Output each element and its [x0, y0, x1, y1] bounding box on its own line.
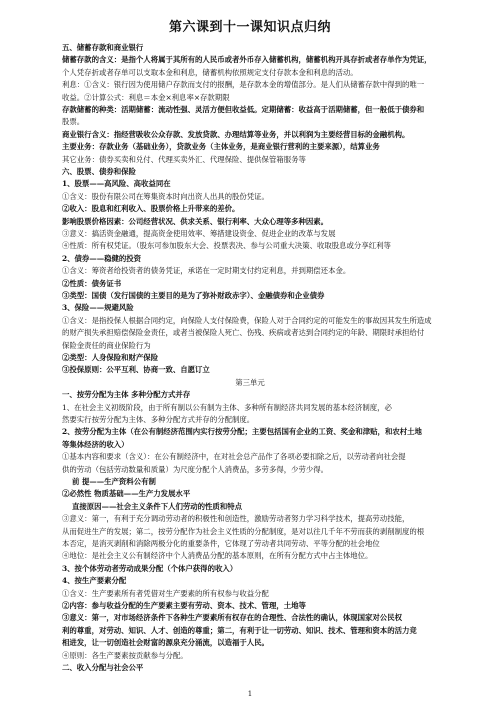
text-line: ②必然性 物质基础——生产力发展水平	[62, 489, 191, 499]
text-line: ④性质：所有权凭证。（股东可参加股东大会、投票表决、参与公司重大决策、收取股息或分享红利等	[62, 241, 391, 251]
text-line: 商业银行含义：指经营吸收公众存款、发放贷款、办理结算等业务，并以利润为主要经营目标的金融机构。	[62, 129, 410, 139]
text-line: ③类型：国债（发行国债的主要目的是为了弥补财政赤字）、金融债券和企业债券	[62, 291, 325, 300]
text-line: 保险金责任的商业保险行为	[62, 340, 151, 350]
text-line: 个人凭存折或者存单可以支取本金和利息，储蓄机构依照规定支付存款本金和利息的活动。	[62, 67, 358, 77]
text-line: 利的尊重，对劳动、知识、人才、创造的尊重；第二，有利于让一切劳动、知识、技术、管理和资本的活力竞	[62, 625, 417, 635]
text-line: ②收入：股息和红利收入、股票价格上升带来的差价。	[62, 204, 240, 214]
text-line: 然要实行按劳分配为主体、多种分配方式并存的分配制度。	[62, 415, 255, 424]
text-line: 相进发，让一切创造社会财富的源泉充分涌流，以造福于人民。	[62, 638, 269, 648]
text-line: 2、按劳分配为主体（在公有制经济范围内实行按劳分配；主要包括国有企业的工资、奖金和津贴，和农村土地	[62, 427, 422, 437]
text-line: 3、保险——规避风险	[62, 303, 134, 313]
text-line: 1、在社会主义初级阶段，由于所有制以公有制为主体、多种所有制经济共同发展的基本经济制度，必	[62, 402, 392, 412]
text-line: ③意义：第一，有利于充分调动劳动者的积极性和创造性，激励劳动者努力学习科学技术，提高劳动技能，	[62, 514, 410, 524]
text-line: ③意义：第一，对市场经济条件下各种生产要素所有权存在的合理性、合法性的确认，体现国家对公民权	[62, 613, 402, 623]
page-number: 1	[247, 690, 253, 698]
text-line: 1、股票——高风险、高收益同在	[62, 179, 171, 189]
text-line: 供的劳动（包括劳动数量和质量）为尺度分配个人消费品，多劳多得，少劳少得。	[62, 464, 329, 474]
text-line: 影响股票价格因素：公司经营状况、供求关系、银行利率、大众心理等多种因素。	[62, 216, 329, 226]
text-line: 前 提——生产资料公有制	[72, 477, 156, 486]
page-title: 第六课到十一课知识点归纳	[168, 20, 331, 35]
text-line: 二、收入分配与社会公平	[62, 663, 144, 672]
text-line: ③意义：搞活资金融通，提高资金使用效率、筹措建设资金、促进企业的改革与发展	[62, 229, 336, 238]
text-line: 其它业务：债券买卖和兑付、代理买卖外汇、代理保险、提供保管箱服务等	[62, 154, 306, 164]
text-line: 3、按个体劳动者劳动成果分配（个体户获得的收入）	[62, 563, 238, 573]
text-line: 直接原因——社会主义条件下人们劳动的性质和特点	[72, 501, 242, 511]
text-line: ④地位：是社会主义公有制经济中个人消费品分配的基本原则，在所有分配方式中占主体地位。	[62, 551, 373, 561]
text-line: ①含义：是指投保人根据合同约定，向保险人支付保险费，保险人对于合同约定的可能发生的事故因其发生所造成	[62, 315, 432, 325]
text-line: 收益。②计算公式：利息＝本金×利息率×存款期限	[62, 92, 230, 102]
text-line: 五、储蓄存款和商业银行	[62, 43, 144, 52]
text-line: 一、按劳分配为主体 多种分配方式并存	[62, 390, 191, 400]
text-line: 股票。	[62, 117, 85, 127]
text-line: ④原则：各生产要素按贡献参与分配。	[62, 650, 188, 660]
text-line: 主要业务：存款业务（基础业务），贷款业务（主体业务，是商业银行营利的主要来源），结算业务	[62, 142, 380, 152]
text-line: ②类型：人身保险和财产保险	[62, 353, 159, 362]
text-line: ②性质：债务证书	[62, 278, 122, 288]
text-line: 2、债券——稳健的投资	[62, 253, 142, 263]
text-line: ①含义：筹资者给投资者的债务凭证，承诺在一定时期支付约定利息，并到期偿还本金。	[62, 266, 351, 276]
text-line: 从而促进生产的发展；第二，按劳分配作为社会主义性质的分配制度，是对以往几千年不劳而获的剥削制度的根	[62, 526, 425, 536]
text-line: ①基本内容和要求（含义）：在公有制经济中，在对社会总产品作了各项必要扣除之后，以劳动者向社会提	[62, 452, 406, 462]
text-line: 4、按生产要素分配	[62, 576, 127, 586]
text-line: ①含义：股份有限公司在筹集资本时向出资人出具的股份凭证。	[62, 191, 269, 201]
text-line: 等集体经济的收入）	[62, 439, 129, 449]
text-line: 储蓄存款的含义：是指个人将属于其所有的人民币或者外币存入储蓄机构，储蓄机构开具存折或者存单作为凭证，	[62, 55, 432, 65]
text-line: 利息：①含义：银行因为使用储户存款而支付的报酬，是存款本金的增值部分。是人们从储蓄存款中得到的唯一	[62, 80, 425, 90]
text-line: ①含义：生产要素所有者凭借对生产要素的所有权参与收益分配	[62, 588, 269, 598]
text-line: 本否定，是消灭剥削和消除两极分化的重要条件，它体现了劳动者共同劳动、平等分配的社会地位	[62, 539, 380, 548]
text-line: 的财产损失承担赔偿保险金责任，或者当被保险人死亡、伤残、疾病或者达到合同约定的年龄、期限时承担给付	[62, 328, 425, 338]
text-line: 存款储蓄的种类：活期储蓄：流动性强、灵活方便但收益低。定期储蓄：收益高于活期储蓄，但一般低于债券和	[62, 105, 425, 114]
text-line: ③投保原则：公平互利、协商一致、自愿订立	[62, 365, 210, 375]
text-line: 六、股票、债券和保险	[62, 167, 136, 176]
text-line: 第三单元	[235, 377, 265, 387]
text-line: ②内容：参与收益分配的生产要素主要有劳动、资本、技术、管理，土地等	[62, 601, 306, 610]
